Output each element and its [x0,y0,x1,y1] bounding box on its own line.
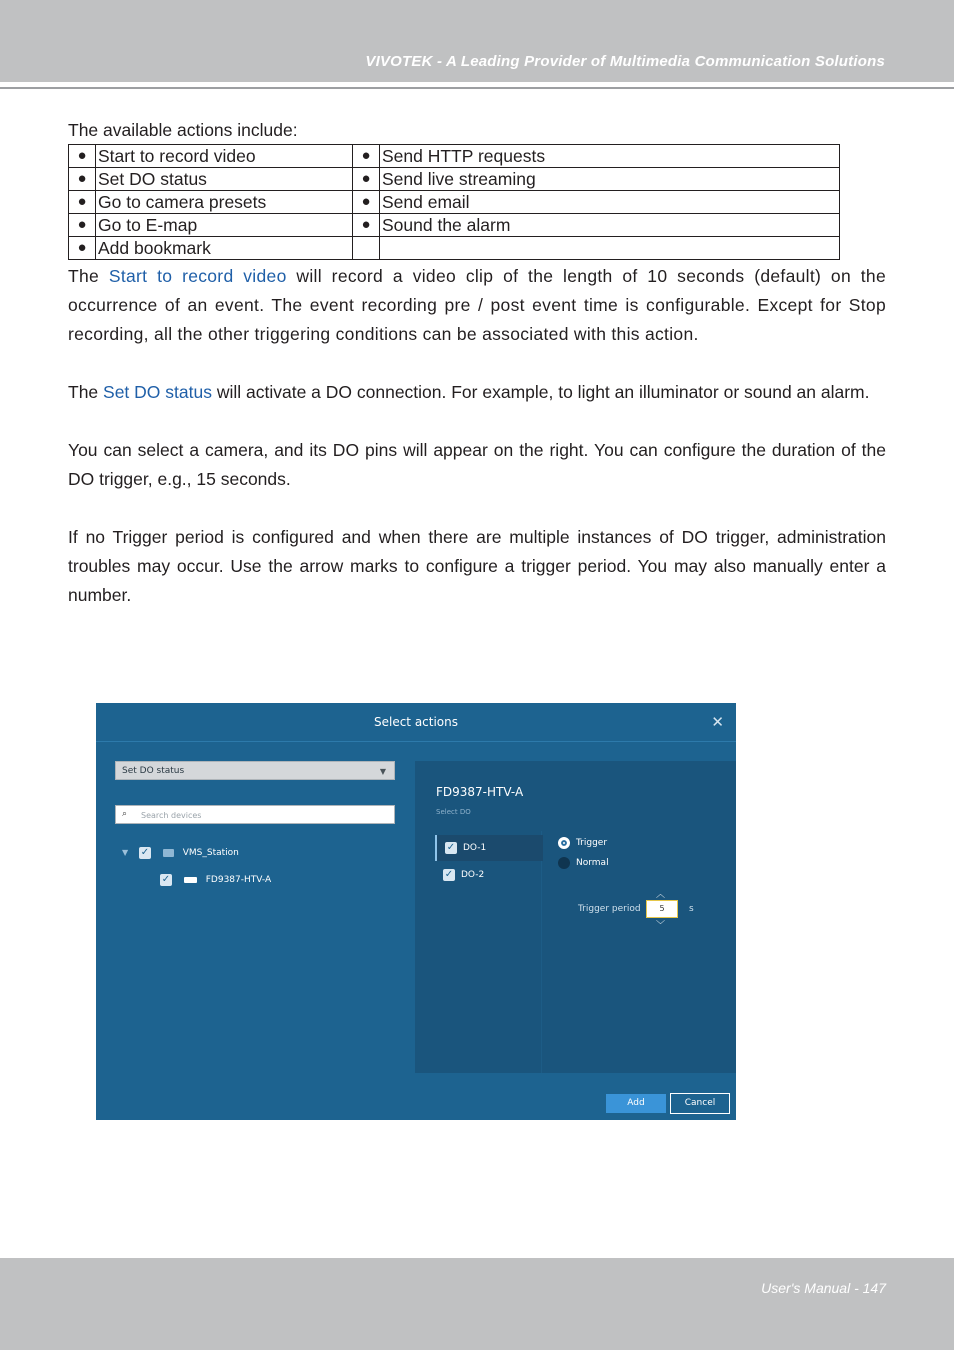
action-type-dropdown[interactable] [115,761,395,780]
tree-label: VMS_Station [182,848,239,858]
radio-label: Normal [576,858,609,868]
action-cell: Send email [380,191,840,214]
device-title: FD9387-HTV-A [436,785,524,799]
chevron-down-icon[interactable]: ﹀ [656,921,666,931]
search-icon: ⌕ [122,809,128,819]
link-start-to-record-video[interactable]: Start to record video [108,266,287,286]
trigger-period-input[interactable]: 5 [646,900,678,918]
radio-label: Trigger [576,838,608,848]
radio-normal[interactable] [558,856,609,870]
empty-cell [353,237,380,260]
table-row [69,214,840,237]
tree-item-device[interactable] [160,872,271,888]
action-cell: Go to E-map [96,214,353,237]
bullet-icon: ● [353,145,380,168]
trigger-period-unit: s [689,904,694,914]
table-row [69,145,840,168]
actions-intro: The available actions include: [68,120,298,140]
text-span: The [68,266,109,286]
bullet-icon: ● [353,214,380,237]
checkbox-checked-icon[interactable]: ✓ [140,846,150,858]
action-cell: Start to record video [96,145,353,168]
bullet-icon: ● [69,214,96,237]
page-number: User's Manual - 147 [761,1280,886,1296]
dropdown-value: Set DO status [122,766,185,776]
paragraph-trigger-period: If no Trigger period is configured and when there are multiple instances of DO trigger, administration troubles may occur. Use the arrow marks to configure a trigger period. You may also manually enter a number. [68,527,886,605]
trigger-period-label: Trigger period [578,904,641,914]
empty-cell [380,237,840,260]
action-cell: Set DO status [96,168,353,191]
bullet-icon: ● [69,237,96,260]
radio-selected-icon[interactable] [558,837,570,849]
text-span: will activate a DO connection. For example, to light an illuminator or sound an alarm. [211,382,870,402]
header-title: VIVOTEK - A Leading Provider of Multimedia Communication Solutions [365,53,885,70]
do-list [415,831,542,1073]
table-row [69,191,840,214]
search-devices-input[interactable] [115,805,395,824]
do-item-2[interactable] [435,862,541,888]
table-row [69,237,840,260]
do-label: DO-1 [463,843,487,853]
checkbox-checked-icon[interactable]: ✓ [446,841,456,853]
action-cell: Send live streaming [380,168,840,191]
chevron-up-icon[interactable]: ︿ [656,890,666,900]
do-item-1[interactable] [435,835,543,861]
radio-unselected-icon[interactable] [558,857,570,869]
radio-trigger[interactable] [558,836,607,850]
action-cell: Sound the alarm [380,214,840,237]
chevron-down-icon: ▼ [379,767,386,776]
close-icon[interactable]: ✕ [711,713,724,731]
link-set-do-status[interactable]: Set DO status [103,382,212,402]
text-span: will record a video clip of the length of 10 seconds (default) on the occurrence of an event. The event recording pre / post event time is configurable. Except for Stop recording, all the other triggering conditions can be associated with this action. [68,266,886,344]
do-label: DO-2 [461,870,485,880]
expand-caret-icon[interactable]: ▼ [122,848,129,857]
action-cell: Add bookmark [96,237,353,260]
bullet-icon: ● [353,191,380,214]
paragraph-select-camera: You can select a camera, and its DO pins will appear on the right. You can configure the duration of the DO trigger, e.g., 15 seconds. [68,440,886,489]
action-cell: Send HTTP requests [380,145,840,168]
checkbox-checked-icon[interactable]: ✓ [444,868,454,880]
page-header [0,0,954,82]
search-placeholder: Search devices [141,811,202,820]
camera-icon [184,877,197,883]
add-button[interactable]: Add [606,1094,666,1113]
page-footer [0,1258,954,1350]
bullet-icon: ● [69,145,96,168]
select-actions-dialog [96,703,736,1120]
folder-icon [163,849,174,857]
main-content [68,116,886,610]
tree-label: FD9387-HTV-A [205,875,272,885]
do-settings-panel [415,761,736,1073]
header-rule [0,87,954,89]
table-row [69,168,840,191]
text-span: The [68,382,104,402]
actions-table [68,144,840,260]
bullet-icon: ● [69,168,96,191]
select-do-label: Select DO [436,808,471,816]
paragraph-record-video [68,262,886,349]
dialog-title: Select actions [373,715,459,729]
cancel-button[interactable]: Cancel [670,1093,730,1114]
checkbox-checked-icon[interactable]: ✓ [161,873,171,885]
tree-item-station[interactable] [139,845,239,861]
paragraph-set-do-status [68,378,886,407]
dialog-divider [96,741,736,742]
action-cell: Go to camera presets [96,191,353,214]
bullet-icon: ● [353,168,380,191]
bullet-icon: ● [69,191,96,214]
